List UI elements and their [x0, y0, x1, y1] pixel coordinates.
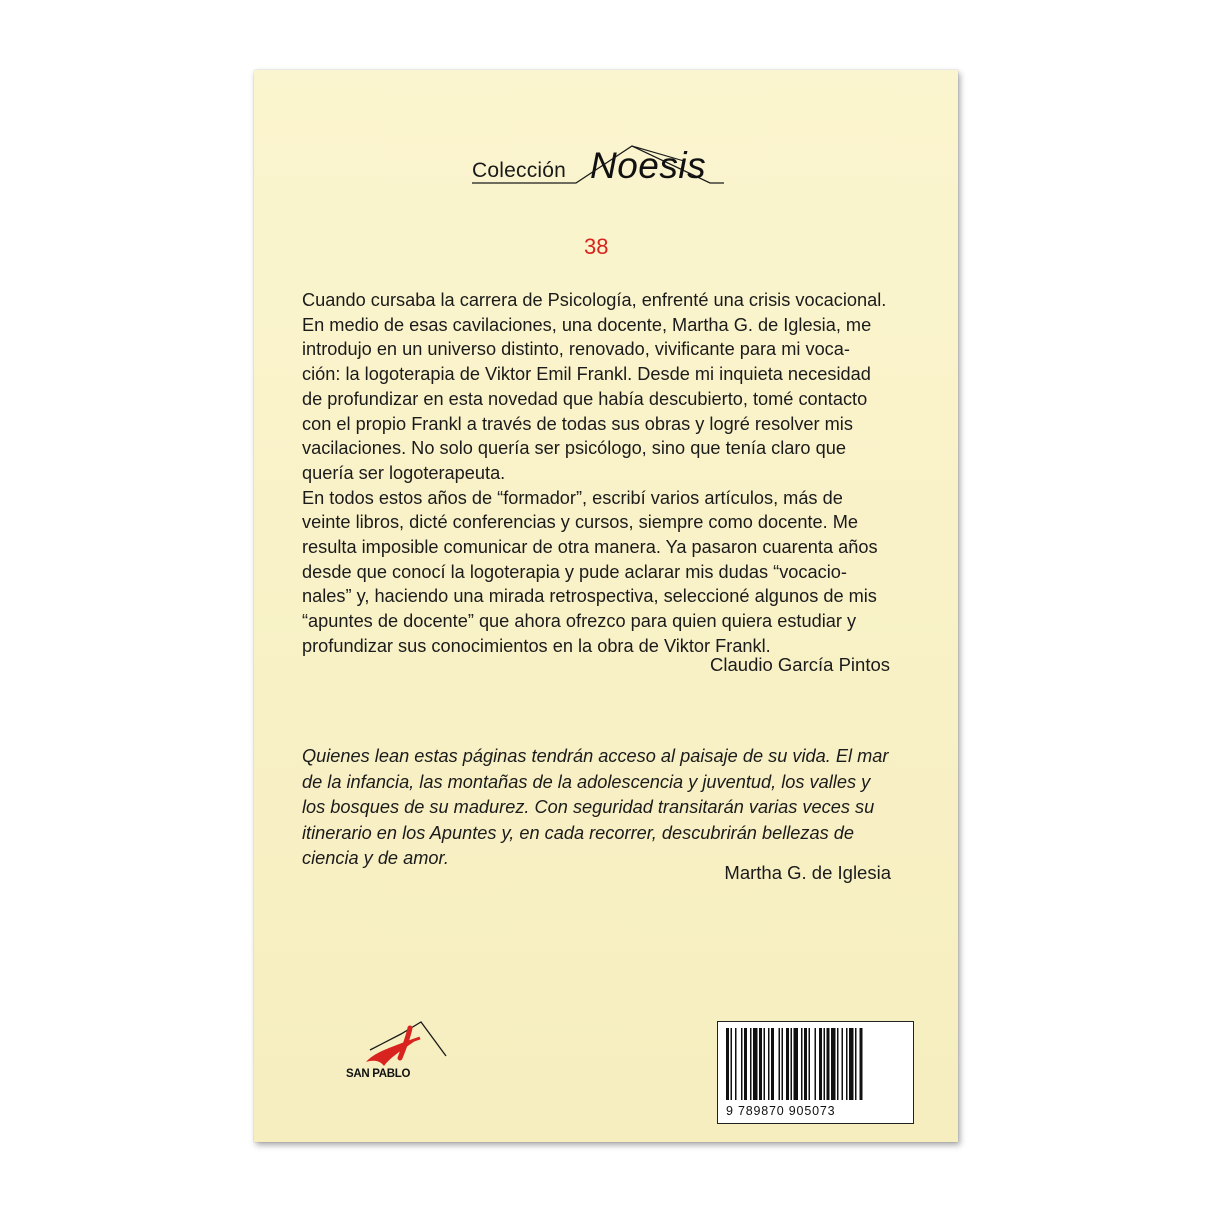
barcode-bar — [860, 1028, 863, 1100]
body-line: con el propio Frankl a través de todas sus obras y logré resolver mis — [302, 413, 853, 434]
barcode-bar — [837, 1028, 839, 1100]
body-line: desde que conocí la logoterapia y pude aclarar mis dudas “vocacio- — [302, 561, 847, 582]
body-line: ción: la logoterapia de Viktor Emil Frankl. Desde mi inquieta necesidad — [302, 364, 871, 385]
barcode-bar — [855, 1028, 857, 1100]
body-line: resulta imposible comunicar de otra manera. Ya pasaron cuarenta años — [302, 537, 878, 558]
isbn-barcode — [717, 1021, 914, 1124]
barcode-bar — [815, 1028, 817, 1100]
barcode-bar — [782, 1028, 784, 1100]
quote-line: ciencia y de amor. — [302, 848, 449, 868]
barcode-bar — [735, 1028, 737, 1100]
barcode-bar — [771, 1028, 774, 1100]
barcode-bar — [786, 1028, 789, 1100]
barcode-bar — [759, 1028, 762, 1100]
series-name: Noesis — [590, 145, 707, 186]
body-line: introdujo en un universo distinto, renovado, vivificante para mi voca- — [302, 339, 850, 360]
series-prefix: Colección — [472, 159, 567, 182]
body-line: “apuntes de docente” que ahora ofrezco para quien quiera estudiar y — [302, 611, 857, 632]
barcode-bar — [744, 1028, 747, 1100]
publisher-logo — [346, 1020, 466, 1090]
barcode-bar — [819, 1028, 822, 1100]
barcode-bar — [846, 1028, 848, 1100]
body-line: vacilaciones. No solo quería ser psicólogo, sino que tenía claro que — [302, 438, 846, 459]
barcode-bars — [726, 1028, 906, 1102]
barcode-bar — [824, 1028, 826, 1100]
quote-line: itinerario en los Apuntes y, en cada recorrer, descubrirán bellezas de — [302, 822, 854, 843]
barcode-digits: 9 789870 905073 — [726, 1104, 836, 1118]
barcode-bar — [842, 1028, 844, 1100]
barcode-bar — [731, 1028, 733, 1100]
body-line: veinte libros, dicté conferencias y cursos, siempre como docente. Me — [302, 512, 858, 533]
body-line: Cuando cursaba la carrera de Psicología, enfrenté una crisis vocacional. — [302, 290, 887, 310]
body-line: de profundizar en esta novedad que había descubierto, tomé contacto — [302, 388, 868, 409]
body-line: quería ser logoterapeuta. — [302, 462, 506, 483]
book-back-cover — [254, 70, 958, 1142]
barcode-bar — [779, 1028, 781, 1100]
body-line: En medio de esas cavilaciones, una docente, Martha G. de Iglesia, me — [302, 314, 872, 335]
body-line: profundizar sus conocimientos en la obra de Viktor Frankl. — [302, 635, 771, 656]
barcode-bar — [726, 1028, 729, 1100]
barcode-bar — [804, 1028, 807, 1100]
barcode-bar — [764, 1028, 766, 1100]
body-line: nales” y, haciendo una mirada retrospectiva, seleccioné algunos de mis — [302, 586, 877, 607]
series-logo — [472, 143, 732, 193]
quote-line: de la infancia, las montañas de la adolescencia y juventud, los valles y — [302, 771, 871, 792]
san-pablo-logo-icon — [346, 1020, 466, 1070]
barcode-bar — [768, 1028, 770, 1100]
barcode-bar — [794, 1028, 799, 1100]
barcode-bar — [750, 1028, 752, 1100]
body-text — [302, 288, 922, 659]
barcode-bar — [809, 1028, 811, 1100]
body-line: En todos estos años de “formador”, escribí varios artículos, más de — [302, 487, 843, 508]
volume-number: 38 — [584, 234, 609, 259]
quote-line: los bosques de su madurez. Con seguridad transitarán varias veces su — [302, 797, 875, 817]
barcode-bar — [753, 1028, 758, 1100]
quote-signature: Martha G. de Iglesia — [724, 862, 891, 883]
barcode-bar — [741, 1028, 743, 1100]
quote-line: Quienes lean estas páginas tendrán acceso al paisaje de su vida. El mar — [302, 746, 889, 766]
barcode-bar — [827, 1028, 830, 1100]
quote-text — [302, 744, 922, 872]
publisher-name: SAN PABLO — [346, 1068, 411, 1080]
author-signature: Claudio García Pintos — [710, 654, 890, 675]
barcode-bar — [849, 1028, 854, 1100]
barcode-bar — [791, 1028, 793, 1100]
barcode-bar — [801, 1028, 803, 1100]
barcode-bar — [831, 1028, 836, 1100]
